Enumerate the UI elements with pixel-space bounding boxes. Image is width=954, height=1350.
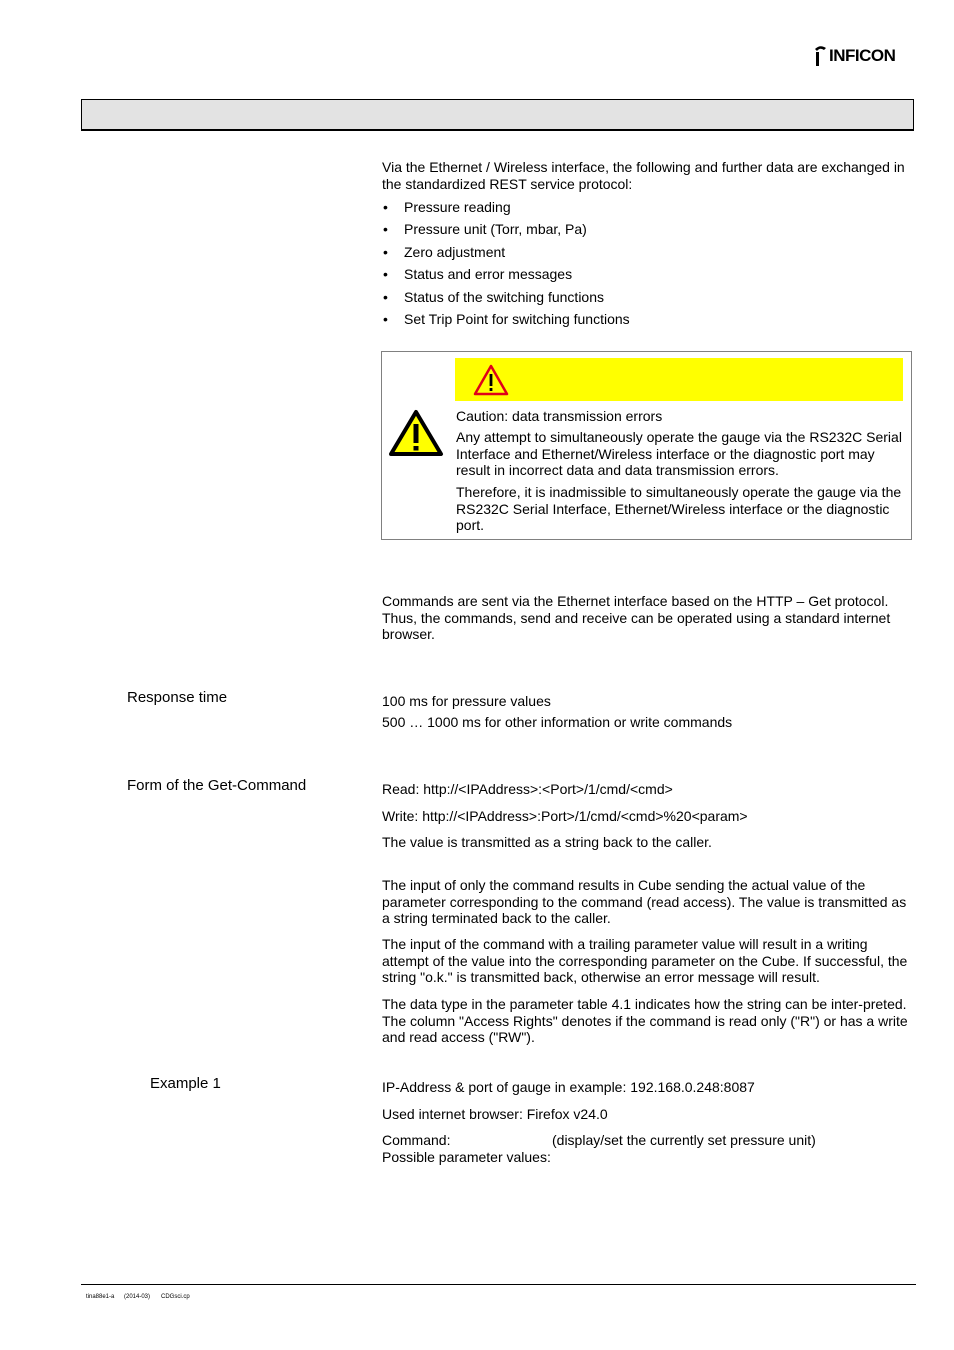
inficon-logo-icon — [813, 45, 827, 67]
response-time-line-2: 500 … 1000 ms for other information or write commands — [382, 714, 733, 730]
section-header-bar — [81, 99, 914, 131]
list-item: • Pressure reading — [382, 198, 914, 220]
warning-small-icon — [473, 364, 509, 396]
footer-date: (2014-03) — [124, 1294, 151, 1300]
data-bullet-list — [382, 198, 914, 332]
caution-header — [455, 358, 903, 401]
footer-doc-id: tina88e1-a — [86, 1294, 115, 1300]
example-1-label: Example 1 — [150, 1075, 221, 1092]
list-item: • Set Trip Point for switching functions — [382, 310, 914, 332]
response-time-label: Response time — [127, 689, 228, 706]
get-command-paragraph-2: The input of the command with a trailing parameter value will result in a writing attempt of the value into the corresponding parameter on the Cube. If successful, the string "o.k." is transmitted back, otherwise an error message will result. — [382, 936, 908, 986]
get-command-write: Write: http://<IPAddress>:Port>/1/cmd/<cmd>%20<param> — [382, 808, 748, 824]
list-item: • Status and error messages — [382, 265, 914, 287]
footer-file: CDGsci.cp — [161, 1294, 190, 1300]
get-command-read: Read: http://<IPAddress>:<Port>/1/cmd/<cmd> — [382, 781, 673, 797]
commands-paragraph: Commands are sent via the Ethernet interface based on the HTTP – Get protocol. Thus, the commands, send and receive can be operated using a standard internet browser. — [382, 593, 891, 643]
brand-name: INFICON — [829, 46, 896, 65]
example-command-label: Command: — [382, 1132, 451, 1148]
get-command-note: The value is transmitted as a string back to the caller. — [382, 834, 712, 850]
get-command-paragraph-1: The input of only the command results in Cube sending the actual value of the parameter corresponding to the command (read access). The value is transmitted as a string terminated back to the caller. — [382, 877, 907, 927]
intro-paragraph: Via the Ethernet / Wireless interface, the following and further data are exchanged in the standardized REST service protocol: — [382, 159, 905, 192]
inficon-logo — [813, 44, 915, 68]
example-ip: IP-Address & port of gauge in example: 192.168.0.248:8087 — [382, 1079, 755, 1095]
get-command-label: Form of the Get-Command — [127, 777, 307, 794]
get-command-paragraph-3: The data type in the parameter table 4.1 indicates how the string can be inter-preted. The column "Access Rights" denotes if the command is read only ("R") or has a write and read access ("RW"). — [382, 996, 908, 1046]
list-item: • Status of the switching functions — [382, 288, 914, 310]
list-item: • Zero adjustment — [382, 243, 914, 265]
list-item: • Pressure unit (Torr, mbar, Pa) — [382, 220, 914, 242]
response-time-line-1: 100 ms for pressure values — [382, 693, 551, 709]
caution-paragraph-1: Any attempt to simultaneously operate the gauge via the RS232C Serial Interface and Ethernet/Wireless interface or the diagnostic port may result in incorrect data and data transmission errors. — [456, 429, 902, 479]
caution-title: Caution: data transmission errors — [456, 408, 663, 424]
example-command-description: (display/set the currently set pressure unit) — [552, 1132, 816, 1148]
example-possible-values: Possible parameter values: — [382, 1149, 551, 1165]
footer-divider — [81, 1284, 916, 1285]
warning-large-icon — [388, 409, 444, 457]
example-browser: Used internet browser: Firefox v24.0 — [382, 1106, 608, 1122]
caution-paragraph-2: Therefore, it is inadmissible to simultaneously operate the gauge via the RS232C Serial Interface, Ethernet/Wireless interface or the diagnostic port. — [456, 484, 902, 534]
